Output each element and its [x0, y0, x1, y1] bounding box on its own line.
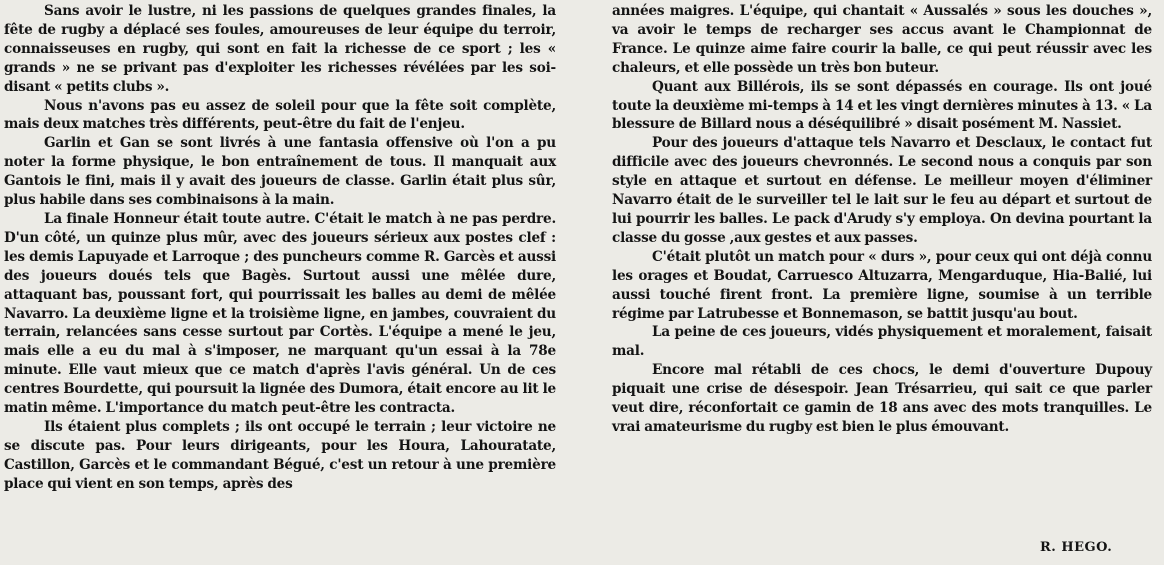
paragraph-continued: années maigres. L'équipe, qui chantait « Aussalés » sous les douches », va avoir le temps de recharger ses accus avant le Championnat de France. Le quinze aime faire courir la balle, ce qui peut réussir avec les chaleurs, et elle possède un très bon buteur.: [612, 3, 1152, 76]
paragraph: C'était plutôt un match pour « durs », pour ceux qui ont déjà connu les orages et Boudat, Carruesco Altuzarra, Mengarduque, Hia-Balié, lui aussi touché firent front. La première ligne, soumise à un terrible régime par Latrubesse et Bonnemason, se battit jusqu'au bout.: [612, 248, 1152, 322]
paragraph: La peine de ces joueurs, vidés physiquement et moralement, faisait mal.: [612, 324, 1152, 360]
paragraph: Sans avoir le lustre, ni les passions de quelques grandes finales, la fête de rugby a déplacé ses foules, amoureuses de leur équipe du terroir, connaisseuses en rugby, qui sont en fait la richesse de ce sport ; les « grands » ne se privant pas d'exploiter les richesses révélées par les soi-disant « petits clubs ».: [4, 3, 556, 95]
article-right-column: [612, 2, 1152, 437]
paragraph: Nous n'avons pas eu assez de soleil pour que la fête soit complète, mais deux matches très différents, peut-être du fait de l'enjeu.: [4, 97, 556, 133]
paragraph: Quant aux Billérois, ils se sont dépassés en courage. Ils ont joué toute la deuxième mi-temps à 14 et les vingt dernières minutes à 13. « La blessure de Billard nous a déséquilibré » disait posément M. Nassiet.: [612, 78, 1152, 133]
paragraph: Pour des joueurs d'attaque tels Navarro et Desclaux, le contact fut difficile avec des joueurs chevronnés. Le second nous a conquis par son style en attaque et surtout en défense. Le meilleur moyen d'éliminer Navarro était de le surveiller tel le lait sur le feu au départ et surtout de lui pourrir les balles. Le pack d'Arudy s'y employa. On devina pourtant la classe du gosse ,aux gestes et aux passes.: [612, 135, 1152, 246]
paragraph: Encore mal rétabli de ces chocs, le demi d'ouverture Dupouy piquait une crise de désespoir. Jean Trésarrieu, qui sait ce que parler veut dire, réconfortait ce gamin de 18 ans avec des mots tranquilles. Le vrai amateurisme du rugby est bien le plus émouvant.: [612, 362, 1152, 435]
author-signature: R. HEGO.: [1040, 540, 1113, 555]
paragraph: La finale Honneur était toute autre. C'était le match à ne pas perdre. D'un côté, un quinze plus mûr, avec des joueurs sérieux aux postes clef : les demis Lapuyade et Larroque ; des puncheurs comme R. Garcès et aussi des joueurs doués tels que Bagès. Surtout aussi une mêlée dure, attaquant bas, poussant fort, qui pourrissait les balles au demi de mêlée Navarro. La deuxième ligne et la troisième ligne, en jambes, couvraient du terrain, relancées sans cesse surtout par Cortès. L'équipe a mené le jeu, mais elle a eu du mal à s'imposer, ne marquant qu'un essai à la 78e minute. Elle vaut mieux que ce match d'après l'avis général. Un de ces centres Bourdette, qui poursuit la lignée des Dumora, était encore au lit le matin même. L'importance du match peut-être les contracta.: [4, 210, 556, 417]
paragraph: Ils étaient plus complets ; ils ont occupé le terrain ; leur victoire ne se discute pas. Pour leurs dirigeants, pour les Houra, Lahouratate, Castillon, Garcès et le commandant Bégué, c'est un retour à une première place qui vient en son temps, après des: [4, 418, 556, 492]
article-left-column: [4, 2, 556, 494]
paragraph: Garlin et Gan se sont livrés à une fantasia offensive où l'on a pu noter la forme physique, le bon entraînement de tous. Il manquait aux Gantois le fini, mais il y avait des joueurs de classe. Garlin était plus sûr, plus habile dans ses combinaisons à la main.: [4, 135, 556, 209]
